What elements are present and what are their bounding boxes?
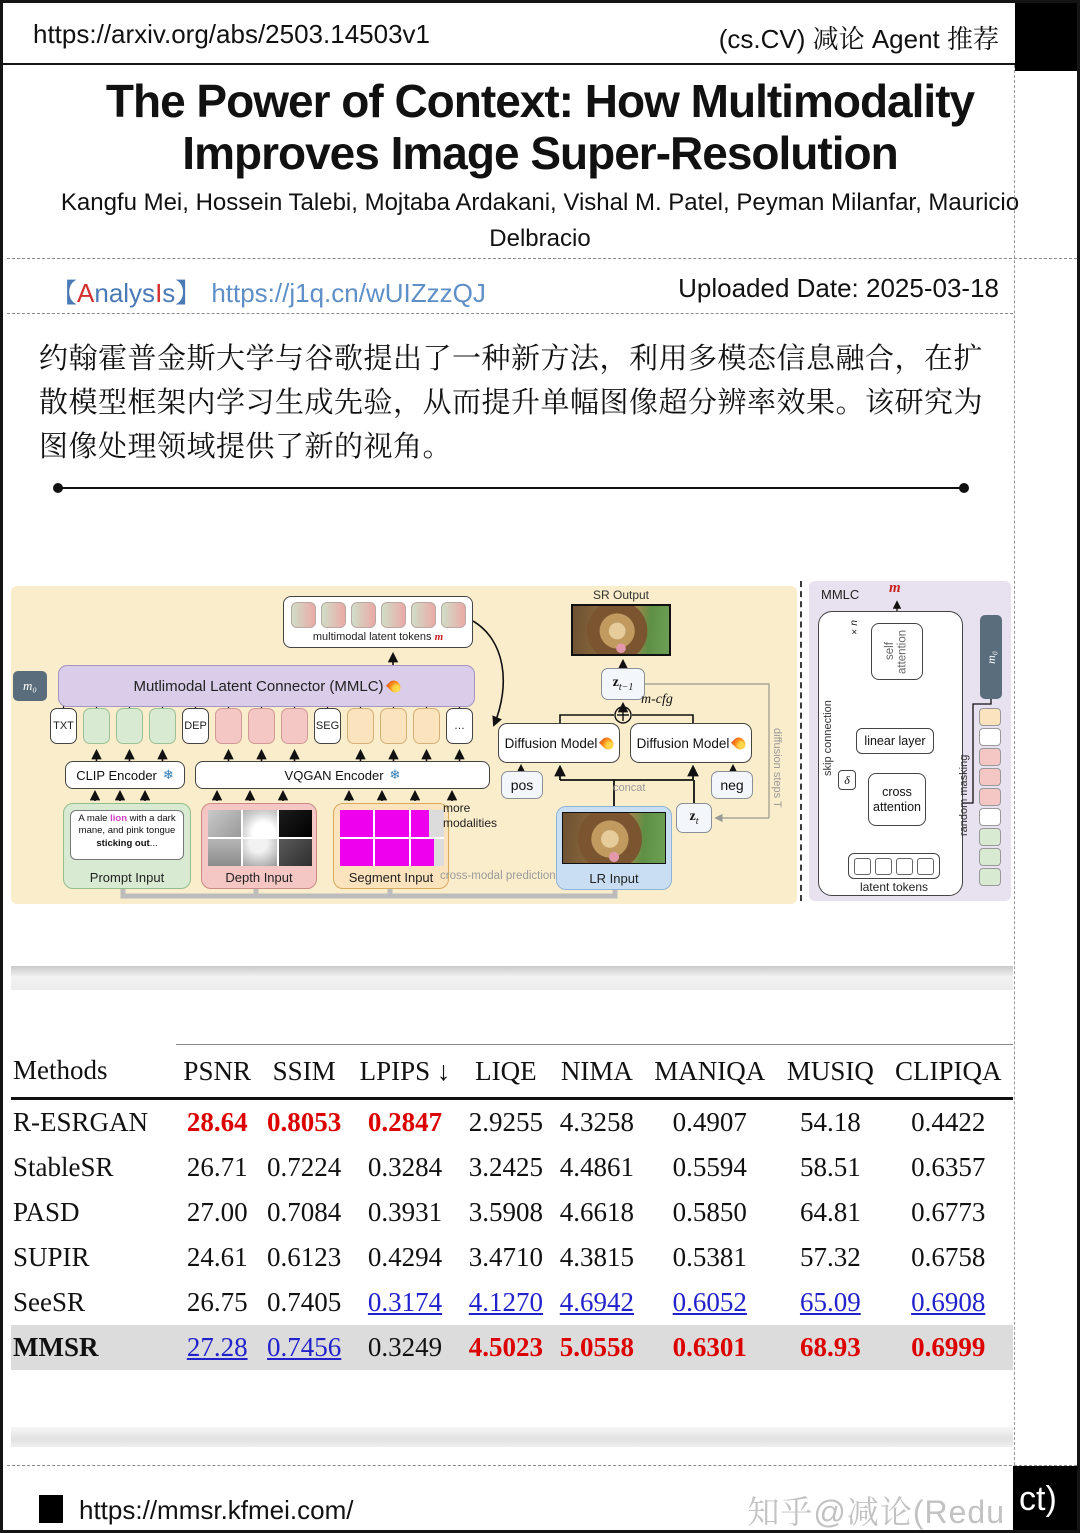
metric-cell: 0.4294 bbox=[367, 1242, 443, 1272]
analysis-link[interactable]: https://j1q.cn/wUIZzzQJ bbox=[211, 278, 486, 308]
snowflake-icon: ❄ bbox=[162, 767, 174, 782]
modality-token bbox=[347, 708, 374, 744]
metric-cell: 4.6942 bbox=[559, 1287, 634, 1317]
sr-output-label: SR Output bbox=[592, 588, 650, 602]
table-row bbox=[11, 1145, 1013, 1190]
modality-label-token: TXT bbox=[50, 708, 77, 744]
page-title bbox=[3, 75, 1077, 179]
method-cell: PASD bbox=[13, 1197, 80, 1227]
self-attention-label: self attention bbox=[884, 629, 909, 674]
metric-cell: 0.6052 bbox=[672, 1287, 747, 1317]
fire-icon bbox=[731, 735, 748, 752]
metric-cell: 0.3284 bbox=[367, 1152, 443, 1182]
prompt-bold: sticking out bbox=[96, 837, 150, 849]
column-header: MANIQA bbox=[642, 1045, 777, 1099]
divider-dashed-2 bbox=[7, 313, 1013, 314]
modality-label-token: DEP bbox=[182, 708, 209, 744]
analysis-s: s bbox=[162, 278, 176, 308]
modality-token bbox=[413, 708, 440, 744]
metric-cell: 0.4422 bbox=[911, 1107, 986, 1137]
prompt-input-card bbox=[63, 803, 191, 889]
column-header: NIMA bbox=[551, 1045, 642, 1099]
metric-cell: 27.00 bbox=[186, 1197, 248, 1227]
masked-token-cell bbox=[979, 808, 1001, 826]
latent-token bbox=[441, 602, 466, 628]
column-header: PSNR bbox=[176, 1045, 259, 1099]
metric-cell: 3.2425 bbox=[468, 1152, 544, 1182]
metric-cell: 26.75 bbox=[186, 1287, 248, 1317]
method-cell: SUPIR bbox=[13, 1242, 90, 1272]
vqgan-encoder-label: VQGAN Encoder bbox=[284, 767, 384, 783]
benchmark-table bbox=[11, 1044, 1013, 1370]
metric-cell: 27.28 bbox=[176, 1325, 259, 1370]
latent-tokens-caption: latent tokens bbox=[859, 880, 929, 894]
latent-token bbox=[351, 602, 376, 628]
m0-label: m₀ bbox=[983, 650, 998, 664]
latent-token bbox=[291, 602, 316, 628]
delta-box: δ bbox=[838, 770, 856, 790]
metric-cell: 58.51 bbox=[799, 1152, 861, 1182]
method-cell: StableSR bbox=[13, 1152, 114, 1182]
metric-cell: 0.6999 bbox=[883, 1325, 1013, 1370]
fire-icon bbox=[386, 678, 403, 695]
dot-divider bbox=[55, 487, 967, 489]
metric-cell: 5.0558 bbox=[551, 1325, 642, 1370]
depth-caption: Depth Input bbox=[225, 870, 293, 885]
site-favicon-square bbox=[39, 1495, 63, 1523]
z-prev-sub: t−1 bbox=[618, 681, 634, 693]
metric-cell: 68.93 bbox=[777, 1325, 883, 1370]
metric-cell: 4.5023 bbox=[460, 1325, 551, 1370]
section-shadow-band-top bbox=[11, 966, 1013, 990]
multimodal-latent-tokens-box bbox=[283, 596, 473, 648]
prompt-seg: ... bbox=[149, 837, 158, 849]
project-url[interactable]: https://mmsr.kfmei.com/ bbox=[79, 1495, 354, 1525]
arxiv-url[interactable]: https://arxiv.org/abs/2503.14503v1 bbox=[33, 19, 430, 49]
latent-token-square bbox=[854, 858, 871, 875]
mmlc-label: Mutlimodal Latent Connector (MMLC) bbox=[133, 677, 384, 695]
concat-label: concat bbox=[613, 782, 646, 794]
segment-caption: Segment Input bbox=[348, 870, 434, 885]
metric-cell: 0.3174 bbox=[367, 1287, 443, 1317]
metric-cell: 3.5908 bbox=[468, 1197, 544, 1227]
metric-cell: 0.6758 bbox=[911, 1242, 986, 1272]
metric-cell: 0.6301 bbox=[642, 1325, 777, 1370]
modality-token-row bbox=[50, 708, 473, 746]
z-t-box bbox=[676, 803, 712, 833]
latent-token-strip bbox=[291, 602, 466, 628]
metric-cell: 2.9255 bbox=[468, 1107, 544, 1137]
topbar-divider bbox=[3, 63, 1015, 65]
modality-token bbox=[248, 708, 275, 744]
table-row bbox=[11, 1190, 1013, 1235]
authors-text: Kangfu Mei, Hossein Talebi, Mojtaba Ardakani, Vishal M. Patel, Peyman Milanfar, Mauricio Delbracio bbox=[60, 189, 1020, 252]
neg-box: neg bbox=[711, 771, 753, 799]
segment-input-card bbox=[333, 803, 449, 889]
diffusion-model-box-pos bbox=[498, 723, 620, 763]
column-header: MUSIQ bbox=[777, 1045, 883, 1099]
m-output-symbol: m bbox=[889, 580, 901, 596]
corner-black-square-bottom bbox=[1013, 1466, 1080, 1533]
masked-token-cell bbox=[979, 728, 1001, 746]
metric-cell: 0.6908 bbox=[911, 1287, 986, 1317]
column-header: CLIPIQA bbox=[883, 1045, 1013, 1099]
z-prev-box bbox=[601, 668, 645, 700]
prompt-caption: Prompt Input bbox=[89, 870, 165, 885]
sr-output-image bbox=[571, 604, 671, 656]
depth-map-image bbox=[208, 810, 312, 866]
table-row bbox=[11, 1325, 1013, 1370]
method-cell: MMSR bbox=[11, 1325, 176, 1370]
fire-icon bbox=[599, 735, 616, 752]
metric-cell: 0.5381 bbox=[672, 1242, 747, 1272]
metric-cell: 24.61 bbox=[186, 1242, 248, 1272]
m0-masked-box bbox=[980, 615, 1002, 699]
metric-cell: 65.09 bbox=[799, 1287, 861, 1317]
mmlc-box bbox=[58, 665, 475, 707]
z-t-sub: t bbox=[695, 815, 699, 827]
lr-input-image bbox=[562, 812, 666, 864]
xn-label: ×n bbox=[849, 620, 860, 637]
watermark-text: 知乎@减论(Redu bbox=[747, 1494, 1005, 1530]
analysis-nalys: nalys bbox=[94, 278, 156, 308]
prompt-seg: with a dark mane, and pink tongue bbox=[78, 813, 176, 837]
prompt-seg: A male bbox=[78, 813, 111, 824]
pos-box: pos bbox=[501, 771, 543, 799]
latent-tokens-box bbox=[848, 853, 940, 879]
column-header: SSIM bbox=[259, 1045, 350, 1099]
metric-cell: 28.64 bbox=[186, 1107, 248, 1137]
latent-token-square bbox=[896, 858, 913, 875]
cross-attention-box: cross attention bbox=[868, 773, 926, 826]
latent-token-square bbox=[875, 858, 892, 875]
masked-token-cell bbox=[979, 828, 1001, 846]
metric-cell: 26.71 bbox=[186, 1152, 248, 1182]
metric-cell: 4.4861 bbox=[559, 1152, 634, 1182]
masked-token-cell bbox=[979, 848, 1001, 866]
self-attention-box bbox=[871, 623, 923, 680]
clip-encoder-box bbox=[65, 761, 185, 789]
m-cfg-label: m-cfg bbox=[641, 692, 673, 707]
table-row bbox=[11, 1099, 1013, 1146]
bracket-close: 】 bbox=[175, 278, 202, 308]
modality-token bbox=[83, 708, 110, 744]
metric-cell: 0.8053 bbox=[267, 1107, 342, 1137]
masked-token-cell bbox=[979, 748, 1001, 766]
metric-cell: 0.6773 bbox=[911, 1197, 986, 1227]
metric-cell: 0.5594 bbox=[672, 1152, 747, 1182]
snowflake-icon: ❄ bbox=[389, 767, 401, 782]
masked-token-cell bbox=[979, 768, 1001, 786]
title-line-2: Improves Image Super-Resolution bbox=[182, 127, 898, 179]
modality-token bbox=[116, 708, 143, 744]
table-row bbox=[11, 1235, 1013, 1280]
latent-token bbox=[411, 602, 436, 628]
metric-cell: 0.7405 bbox=[267, 1287, 342, 1317]
metric-cell: 64.81 bbox=[799, 1197, 861, 1227]
mmlc-panel-title: MMLC bbox=[821, 587, 860, 602]
divider-dashed-3 bbox=[7, 1465, 1077, 1466]
segment-map-image bbox=[340, 810, 444, 866]
method-cell: R-ESRGAN bbox=[13, 1107, 149, 1137]
metric-cell: 54.18 bbox=[799, 1107, 861, 1137]
modality-label-token: … bbox=[446, 708, 473, 744]
z-symbol: z bbox=[612, 675, 619, 691]
diffusion-label: Diffusion Model bbox=[504, 735, 598, 751]
diffusion-model-box-neg bbox=[630, 723, 752, 763]
modality-label-token: SEG bbox=[314, 708, 341, 744]
diffusion-steps-label: diffusion steps T bbox=[771, 728, 783, 808]
latent-tokens-caption bbox=[313, 631, 443, 643]
linear-layer-box: linear layer bbox=[856, 728, 934, 754]
table-header-row bbox=[11, 1045, 1013, 1099]
metric-cell: 4.1270 bbox=[468, 1287, 544, 1317]
title-line-1: The Power of Context: How Multimodality bbox=[105, 75, 975, 127]
latent-token bbox=[381, 602, 406, 628]
metric-cell: 0.7224 bbox=[267, 1152, 342, 1182]
metric-cell: 57.32 bbox=[799, 1242, 861, 1272]
masked-token-cell bbox=[979, 868, 1001, 886]
prompt-text bbox=[70, 810, 184, 860]
metric-cell: 4.6618 bbox=[559, 1197, 634, 1227]
metric-cell: 0.7084 bbox=[267, 1197, 342, 1227]
column-header: LPIPS ↓ bbox=[350, 1045, 461, 1099]
category-tag: (cs.CV) 减论 Agent 推荐 bbox=[718, 24, 999, 54]
method-cell: SeeSR bbox=[13, 1287, 86, 1317]
analysis-a: A bbox=[77, 278, 95, 308]
metric-cell: 3.4710 bbox=[468, 1242, 544, 1272]
watermark-tail: ct) bbox=[1019, 1480, 1057, 1518]
analysis-label bbox=[51, 273, 486, 310]
modality-token bbox=[380, 708, 407, 744]
corner-black-square-top bbox=[1015, 3, 1080, 71]
modality-token bbox=[149, 708, 176, 744]
column-header: Methods bbox=[11, 1045, 176, 1099]
section-shadow-band-bottom bbox=[11, 1427, 1013, 1447]
random-masking-column bbox=[979, 708, 1001, 886]
uploaded-date: Uploaded Date: 2025-03-18 bbox=[678, 273, 999, 303]
skip-connection-label: skip connection bbox=[822, 700, 834, 777]
metric-cell: 0.6123 bbox=[267, 1242, 342, 1272]
z-symbol: z bbox=[689, 809, 696, 825]
metric-cell: 4.3258 bbox=[559, 1107, 634, 1137]
metric-cell: 0.5850 bbox=[672, 1197, 747, 1227]
summary-text: 约翰霍普金斯大学与谷歌提出了一种新方法，利用多模态信息融合，在扩散模型框架内学习生成先验，从而提升单幅图像超分辨率效果。该研究为图像处理领域提供了新的视角。 bbox=[39, 343, 984, 463]
random-masking-label: random masking bbox=[958, 754, 970, 836]
masked-token-cell bbox=[979, 708, 1001, 726]
modality-token bbox=[215, 708, 242, 744]
table-row bbox=[11, 1280, 1013, 1325]
latent-token bbox=[321, 602, 346, 628]
lr-caption: LR Input bbox=[589, 871, 639, 886]
lr-input-card bbox=[556, 806, 672, 890]
depth-input-card bbox=[201, 803, 317, 889]
metric-cell: 0.3249 bbox=[350, 1325, 461, 1370]
modality-token bbox=[281, 708, 308, 744]
bracket-open: 【 bbox=[51, 278, 78, 308]
metric-cell: 0.3931 bbox=[367, 1197, 443, 1227]
authors-line bbox=[3, 185, 1077, 257]
metric-cell: 4.3815 bbox=[559, 1242, 634, 1272]
metric-cell: 0.2847 bbox=[367, 1107, 443, 1137]
diffusion-label: Diffusion Model bbox=[636, 735, 730, 751]
latent-token-square bbox=[917, 858, 934, 875]
caption-text: multimodal latent tokens bbox=[312, 630, 432, 643]
clip-encoder-label: CLIP Encoder bbox=[76, 767, 157, 783]
architecture-figure bbox=[3, 518, 1080, 966]
divider-dashed-1 bbox=[7, 258, 1077, 259]
more-modalities-label: more modalities bbox=[443, 801, 498, 830]
m0-token-box: m₀ bbox=[13, 671, 47, 701]
analysis-i: I bbox=[155, 278, 163, 308]
column-header: LIQE bbox=[460, 1045, 551, 1099]
cross-modal-label: cross-modal prediction bbox=[440, 870, 556, 882]
metric-cell: 0.4907 bbox=[672, 1107, 747, 1137]
metric-cell: 0.6357 bbox=[911, 1152, 986, 1182]
m-symbol: m bbox=[434, 630, 444, 643]
masked-token-cell bbox=[979, 788, 1001, 806]
prompt-lion-word: lion bbox=[110, 813, 127, 824]
vqgan-encoder-box bbox=[195, 761, 490, 789]
metric-cell: 0.7456 bbox=[259, 1325, 350, 1370]
